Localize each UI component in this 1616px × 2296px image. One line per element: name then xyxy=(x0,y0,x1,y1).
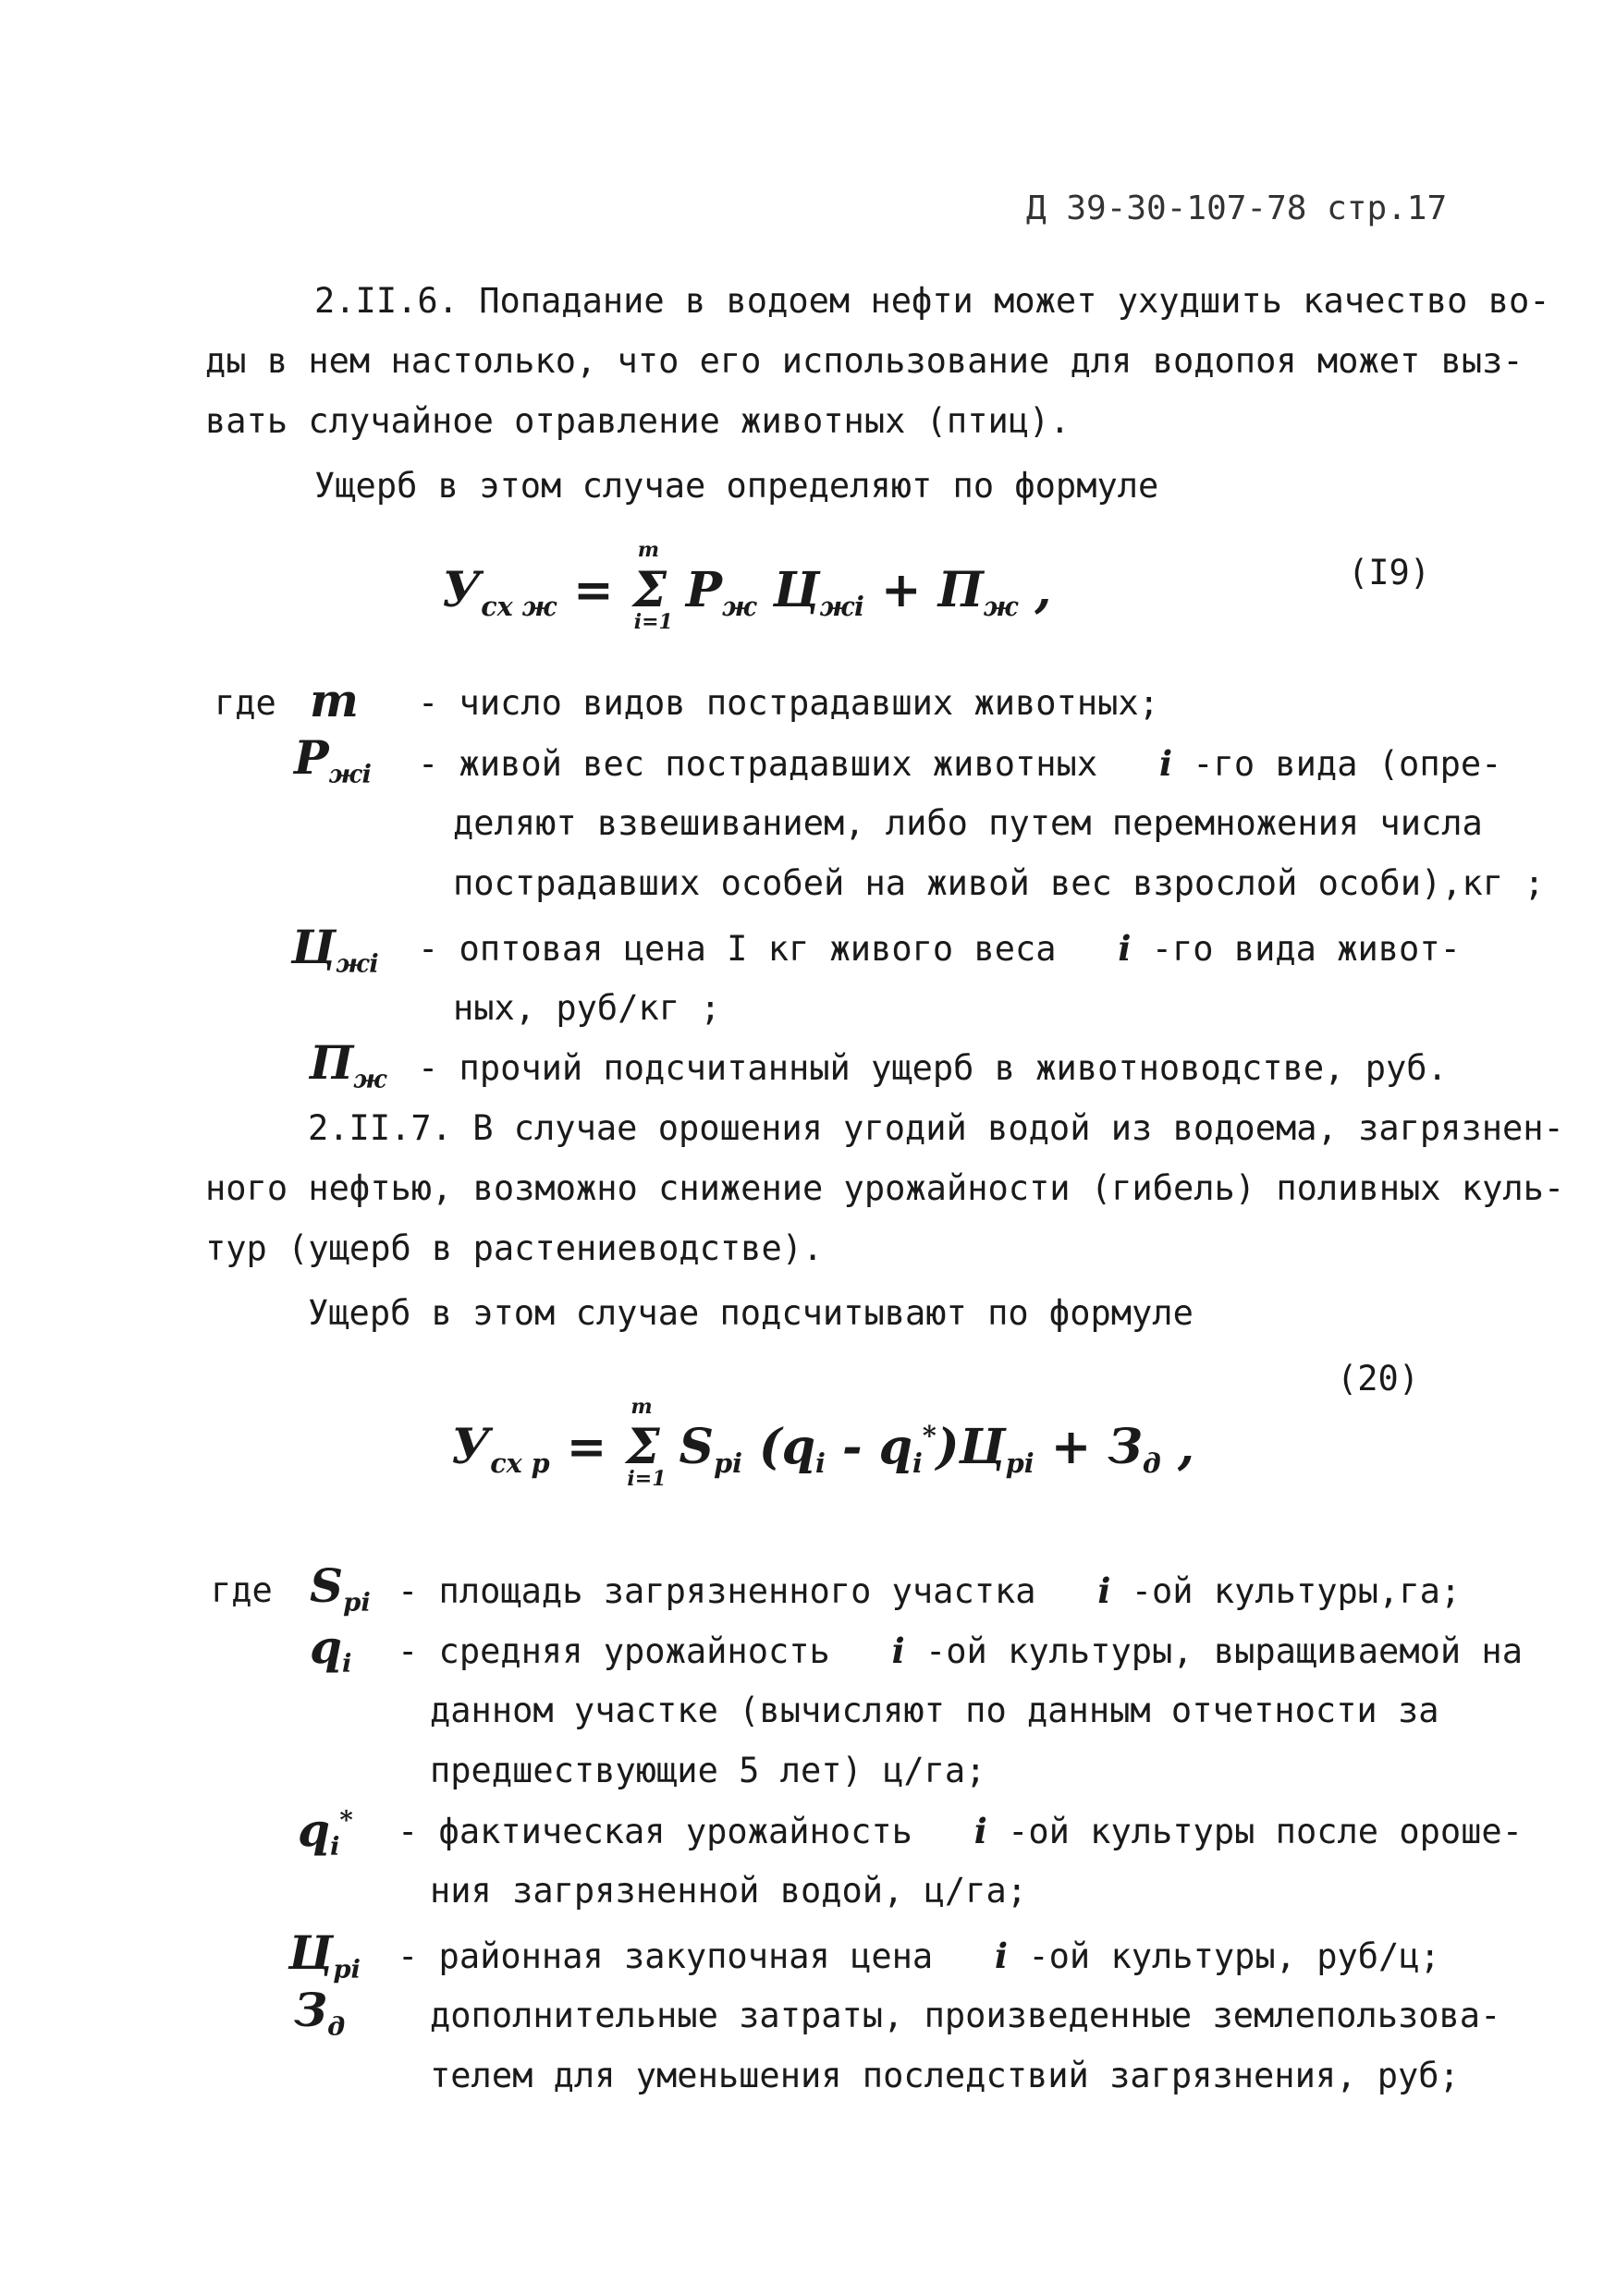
symbol xyxy=(291,920,379,979)
definition-text: - оптовая цена I кг живого веса xyxy=(418,929,1057,969)
symbol-sub: рi xyxy=(343,1587,371,1618)
index-symbol: i xyxy=(1118,928,1132,969)
formula-lhs: У xyxy=(451,1419,491,1475)
symbol-sub: i xyxy=(341,1648,352,1679)
symbol-sub: жi xyxy=(336,948,379,979)
sum-icon: Σ m i=1 xyxy=(626,1395,667,1491)
sum-upper-limit: m xyxy=(630,1395,653,1419)
definition-line: предшествующие 5 лет) ц/га; xyxy=(430,1751,986,1790)
definition-line xyxy=(418,927,1461,971)
symbol-sub: рi xyxy=(333,1954,361,1985)
symbol: m xyxy=(310,673,359,727)
paragraph-line: 2.II.7. В случае орошения угодий водой из водоема, загрязнен- xyxy=(308,1108,1564,1148)
definition-text: - средняя урожайность xyxy=(398,1631,830,1671)
page-header: Д 39-30-107-78 стр.17 xyxy=(1026,189,1448,227)
formula-term: S xyxy=(679,1419,715,1475)
equals-sign: = xyxy=(573,562,614,618)
definition-text: -го вида живот- xyxy=(1151,929,1461,969)
formula-term: + П xyxy=(880,562,984,618)
definition-line xyxy=(398,1630,1523,1673)
definition-text: - живой вес пострадавших животных xyxy=(418,744,1098,784)
definition-text: -ой культуры после ороше- xyxy=(1008,1812,1523,1851)
symbol-main: П xyxy=(310,1035,354,1090)
equals-sign: = xyxy=(566,1419,607,1475)
definition-line: - число видов пострадавших животных; xyxy=(418,683,1159,723)
definition-text: -ой культуры, выращиваемой на xyxy=(924,1631,1523,1671)
symbol xyxy=(298,1802,353,1862)
definition-line xyxy=(418,742,1501,786)
symbol-main: З xyxy=(294,1983,328,2037)
symbol-main: S xyxy=(310,1558,344,1613)
definition-line: деляют взвешиванием, либо путем перемножения числа xyxy=(453,803,1483,843)
index-symbol: i xyxy=(995,1936,1009,1976)
definition-line xyxy=(398,1935,1440,1978)
formula-term-sub: жi xyxy=(819,591,864,622)
symbol-sub: д xyxy=(327,2011,346,2042)
formula-term-sub: ж xyxy=(721,591,757,622)
formula-term: Ц xyxy=(773,562,820,618)
formula-term: + З xyxy=(1050,1419,1143,1475)
formula-lhs-sub: сх ж xyxy=(481,591,557,622)
paragraph-line: вать случайное отравление животных (птиц). xyxy=(205,401,1071,441)
formula-lhs-sub: сх р xyxy=(490,1447,550,1479)
symbol-sub: ж xyxy=(353,1064,387,1094)
symbol-main: Ц xyxy=(291,920,337,974)
formula-lhs: У xyxy=(442,562,482,618)
definition-line: телем для уменьшения последствий загрязнения, руб; xyxy=(430,2056,1460,2095)
definition-line: ных, руб/кг ; xyxy=(453,988,721,1028)
symbol-sub: i xyxy=(329,1831,340,1862)
where-label: где xyxy=(211,1570,273,1610)
paragraph-line: тур (ущерб в растениеводстве). xyxy=(205,1228,824,1268)
symbol-main: q xyxy=(298,1802,330,1857)
formula-term-sub: ж xyxy=(983,591,1019,622)
definition-text: -ой культуры, руб/ц; xyxy=(1028,1936,1440,1976)
symbol-sup: * xyxy=(339,1804,353,1835)
index-symbol: i xyxy=(1158,743,1172,784)
formula-term-sup: * xyxy=(922,1419,937,1451)
sum-icon: Σ m i=1 xyxy=(632,538,673,634)
formula-punct: , xyxy=(1034,562,1052,618)
formula-term-sub: i xyxy=(912,1447,923,1479)
sum-upper-limit: m xyxy=(637,538,660,562)
formula-term: Р xyxy=(685,562,722,618)
sum-lower-limit: i=1 xyxy=(633,610,673,634)
symbol xyxy=(294,1983,345,2042)
formula-term: )Ц xyxy=(936,1419,1006,1475)
definition-text: - площадь загрязненного участка xyxy=(398,1571,1036,1611)
symbol-main: q xyxy=(310,1619,342,1674)
symbol-main: Р xyxy=(294,730,329,785)
formula-20 xyxy=(451,1395,1194,1491)
definition-text: - районная закупочная цена xyxy=(398,1936,934,1976)
paragraph-line: ного нефтью, возможно снижение урожайности (гибель) поливных куль- xyxy=(205,1168,1565,1208)
symbol-main: Ц xyxy=(288,1925,334,1980)
definition-line xyxy=(398,1810,1523,1853)
formula-19 xyxy=(442,538,1052,634)
formula-term-sub: рi xyxy=(714,1447,742,1479)
paragraph-line: 2.II.6. Попадание в водоем нефти может ухудшить качество во- xyxy=(314,281,1550,321)
sum-lower-limit: i=1 xyxy=(627,1467,667,1491)
symbol-sub: жi xyxy=(328,759,372,789)
definition-line xyxy=(398,1569,1461,1613)
formula-term-sub: д xyxy=(1142,1447,1161,1479)
definition-line: данном участке (вычисляют по данным отчетности за xyxy=(430,1691,1439,1730)
index-symbol: i xyxy=(1097,1570,1111,1611)
index-symbol: i xyxy=(891,1630,905,1671)
formula-term: (q xyxy=(759,1419,816,1475)
symbol xyxy=(294,730,372,789)
equation-number: (I9) xyxy=(1348,553,1431,592)
formula-term-sub: рi xyxy=(1005,1447,1034,1479)
definition-text: -ой культуры,га; xyxy=(1131,1571,1462,1611)
formula-term-sub: i xyxy=(815,1447,826,1479)
definition-line: - прочий подсчитанный ущерб в животноводстве, руб. xyxy=(418,1048,1448,1088)
paragraph-line: Ущерб в этом случае определяют по формуле xyxy=(314,466,1159,506)
symbol xyxy=(310,1619,351,1679)
definition-line: ния загрязненной водой, ц/га; xyxy=(430,1871,1028,1911)
paragraph-line: Ущерб в этом случае подсчитывают по формуле xyxy=(308,1293,1194,1333)
definition-line: дополнительные затраты, произведенные землепользова- xyxy=(430,1996,1501,2035)
symbol xyxy=(310,1035,386,1094)
symbol xyxy=(310,1558,371,1618)
definition-line: пострадавших особей на живой вес взрослой особи),кг ; xyxy=(453,863,1545,903)
definition-text: -го вида (опре- xyxy=(1193,744,1502,784)
symbol xyxy=(288,1925,361,1985)
index-symbol: i xyxy=(973,1811,987,1851)
where-label: где xyxy=(214,683,276,723)
formula-term: - q xyxy=(825,1419,913,1475)
equation-number: (20) xyxy=(1337,1359,1420,1398)
definition-text: - фактическая урожайность xyxy=(398,1812,912,1851)
paragraph-line: ды в нем настолько, что его использование для водопоя может выз- xyxy=(205,341,1524,381)
formula-punct: , xyxy=(1177,1419,1194,1475)
